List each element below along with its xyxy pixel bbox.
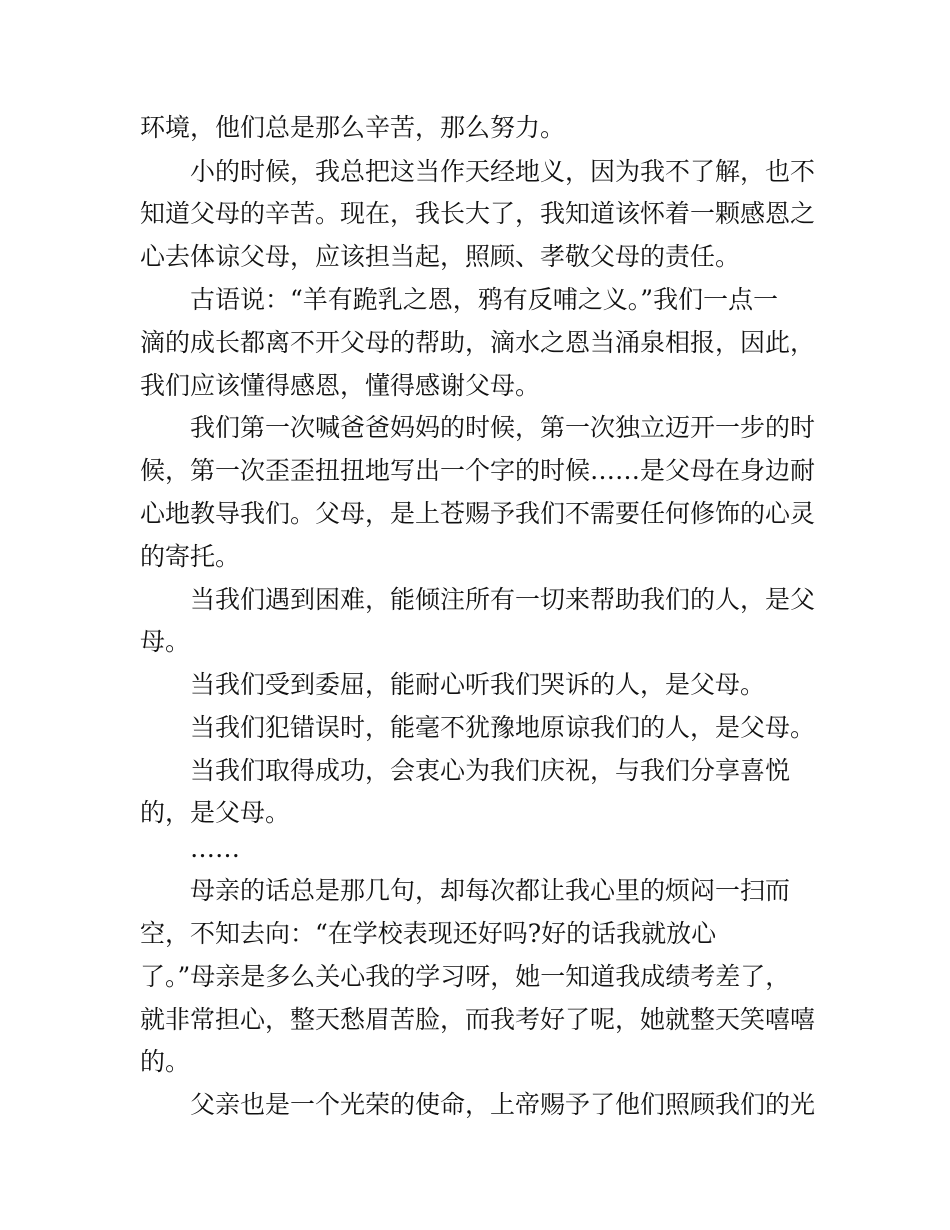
text-line: 心地教导我们。父母，是上苍赐予我们不需要任何修饰的心灵 bbox=[140, 499, 816, 528]
text-line: 我们应该懂得感恩，懂得感谢父母。 bbox=[140, 371, 541, 400]
text-line: 了。”母亲是多么关心我的学习呀，她一知道我成绩考差了， bbox=[140, 962, 791, 991]
text-line: …… bbox=[190, 834, 240, 863]
text-line: 母。 bbox=[140, 627, 191, 656]
text-line: 的寄托。 bbox=[140, 542, 241, 571]
text-line: 我们第一次喊爸爸妈妈的时候，第一次独立迈开一步的时 bbox=[190, 413, 816, 442]
text-line: 小的时候，我总把这当作天经地义，因为我不了解，也不 bbox=[190, 157, 816, 186]
text-line: 当我们受到委屈，能耐心听我们哭诉的人，是父母。 bbox=[190, 670, 766, 699]
text-line: 候，第一次歪歪扭扭地写出一个字的时候……是父母在身边耐 bbox=[140, 456, 816, 485]
text-line: 的，是父母。 bbox=[140, 798, 291, 827]
text-line: 父亲也是一个光荣的使命，上帝赐予了他们照顾我们的光 bbox=[190, 1090, 816, 1119]
text-line: 滴的成长都离不开父母的帮助，滴水之恩当涌泉相报，因此， bbox=[140, 328, 816, 357]
text-line: 环境，他们总是那么辛苦，那么努力。 bbox=[140, 113, 566, 142]
text-line: 心去体谅父母，应该担当起，照顾、孝敬父母的责任。 bbox=[140, 242, 741, 271]
text-line: 当我们遇到困难，能倾注所有一切来帮助我们的人，是父 bbox=[190, 585, 816, 614]
text-line: 母亲的话总是那几句，却每次都让我心里的烦闷一扫而 bbox=[190, 876, 791, 905]
text-line: 的。 bbox=[140, 1047, 191, 1076]
text-line: 当我们取得成功，会衷心为我们庆祝，与我们分享喜悦 bbox=[190, 756, 791, 785]
text-line: 当我们犯错误时，能毫不犹豫地原谅我们的人，是父母。 bbox=[190, 713, 816, 742]
text-line: 空，不知去向：“在学校表现还好吗?好的话我就放心 bbox=[140, 919, 717, 948]
text-line: 就非常担心，整天愁眉苦脸，而我考好了呢，她就整天笑嘻嘻 bbox=[140, 1005, 816, 1034]
text-line: 知道父母的辛苦。现在，我长大了，我知道该怀着一颗感恩之 bbox=[140, 199, 816, 228]
text-line: 古语说：“羊有跪乳之恩，鸦有反哺之义。”我们一点一 bbox=[190, 285, 779, 314]
